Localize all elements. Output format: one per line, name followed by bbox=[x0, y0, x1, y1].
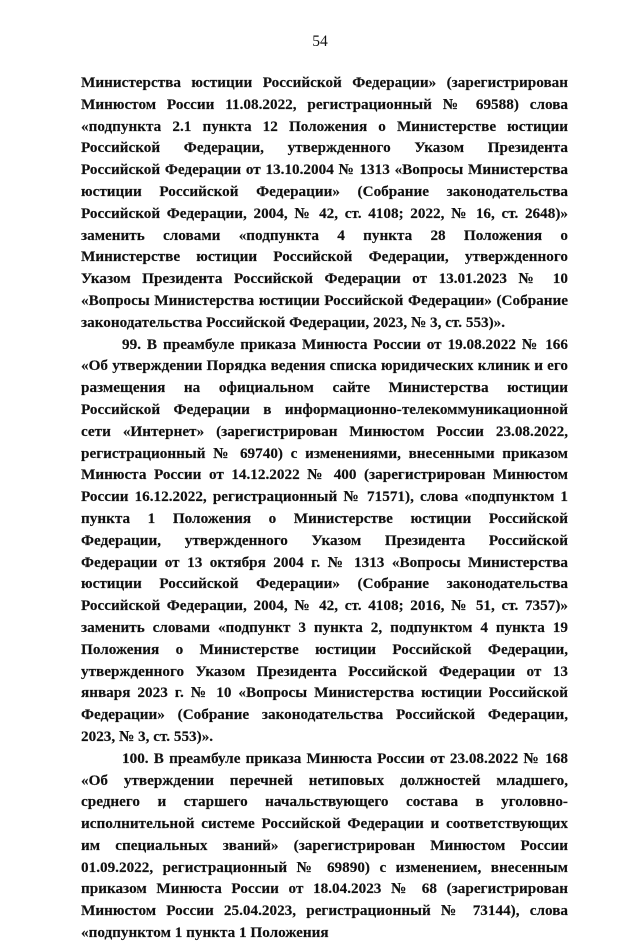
document-body bbox=[81, 72, 568, 944]
paragraph-continuation: Министерства юстиции Российской Федерации» (зарегистрирован Минюстом России 11.08.2022, регистрационный № 69588) слова «подпункта 2.1 пункта 12 Положения о Министерстве юстиции Российской Федерации, утвержденного Указом Президента Российской Федерации от 13.10.2004 № 1313 «Вопросы Министерства юстиции Российской Федерации» (Собрание законодательства Российской Федерации, 2004, № 42, ст. 4108; 2022, № 16, ст. 2648)» заменить словами «подпункта 4 пункта 28 Положения о Министерстве юстиции Российской Федерации, утвержденного Указом Президента Российской Федерации от 13.01.2023 № 10 «Вопросы Министерства юстиции Российской Федерации» (Собрание законодательства Российской Федерации, 2023, № 3, ст. 553)». bbox=[81, 74, 568, 331]
paragraph-item-99: 99. В преамбуле приказа Минюста России от 19.08.2022 № 166 «Об утверждении Порядка ведения списка юридических клиник и его размещения на официальном сайте Министерства юстиции Российской Федерации в информационно-телекоммуникационной сети «Интернет» (зарегистрирован Минюстом России 23.08.2022, регистрационный № 69740) с изменениями, внесенными приказом Минюста России от 14.12.2022 № 400 (зарегистрирован Минюстом России 16.12.2022, регистрационный № 71571), слова «подпунктом 1 пункта 1 Положения о Министерстве юстиции Российской Федерации, утвержденного Указом Президента Российской Федерации от 13 октября 2004 г. № 1313 «Вопросы Министерства юстиции Российской Федерации» (Собрание законодательства Российской Федерации, 2004, № 42, ст. 4108; 2016, № 51, ст. 7357)» заменить словами «подпункт 3 пункта 2, подпунктом 4 пункта 19 Положения о Министерстве юстиции Российской Федерации, утвержденного Указом Президента Российской Федерации от 13 января 2023 г. № 10 «Вопросы Министерства юстиции Российской Федерации» (Собрание законодательства Российской Федерации, 2023, № 3, ст. 553)». bbox=[81, 335, 568, 745]
paragraph-item-100: 100. В преамбуле приказа Минюста России от 23.08.2022 № 168 «Об утверждении перечней нетиповых должностей младшего, среднего и старшего начальствующего состава в уголовно-исполнительной системе Российской Федерации и соответствующих им специальных званий» (зарегистрирован Минюстом России 01.09.2022, регистрационный № 69890) с изменением, внесенным приказом Минюста России от 18.04.2023 № 68 (зарегистрирован Минюстом России 25.04.2023, регистрационный № 73144), слова «подпунктом 1 пункта 1 Положения bbox=[81, 749, 568, 942]
page-number: 54 bbox=[312, 33, 328, 50]
